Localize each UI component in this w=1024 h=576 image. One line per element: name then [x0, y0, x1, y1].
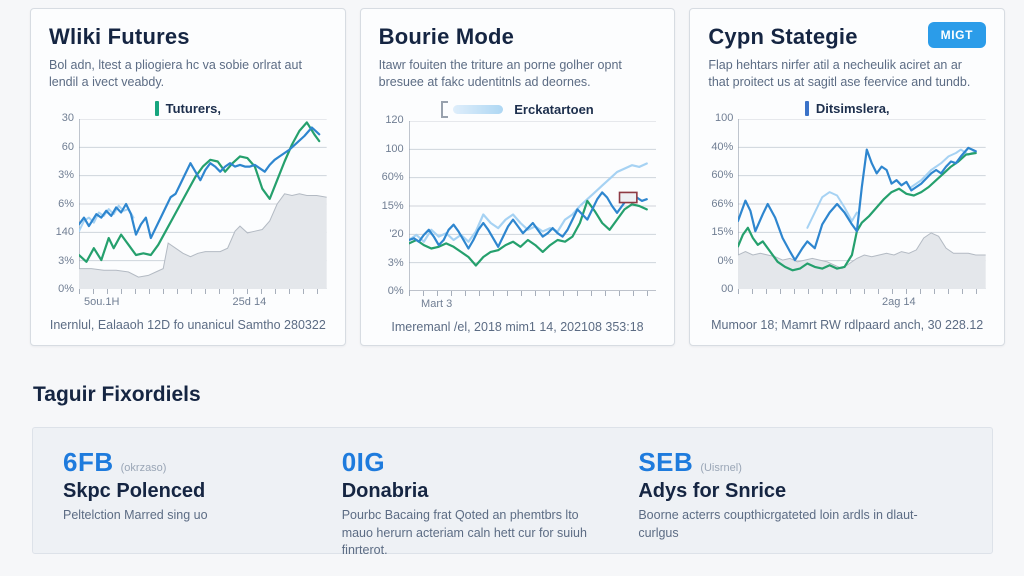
legend-label: Tuturers, — [165, 101, 222, 116]
y-axis-tick: '20 — [389, 228, 404, 240]
chart-canvas — [79, 119, 327, 289]
y-axis-tick: 0% — [58, 283, 74, 295]
legend-bracket-icon — [441, 101, 448, 118]
stat-title: Skpc Polenced — [63, 480, 206, 502]
stat-item — [638, 447, 962, 540]
chart-plot-area — [79, 119, 327, 309]
card-subtitle: Flap hehtars nirfer atil a necheulik aciret an ar that proitect us at sagitl ase feervice and tundb. — [708, 58, 971, 90]
x-axis-label: 25d 14 — [232, 296, 267, 308]
x-axis — [409, 296, 657, 311]
y-axis-tick: 60% — [381, 171, 404, 183]
y-axis-tick: 6% — [58, 197, 74, 210]
chart-card-mode — [360, 8, 676, 346]
line-chart — [708, 112, 986, 309]
card-title: Cypn Stategie — [708, 24, 858, 49]
section-heading: Taguir Fixordiels — [33, 383, 201, 406]
stat-item — [341, 447, 639, 557]
chart-plot-area — [409, 121, 657, 311]
card-action-button[interactable]: MIGT — [928, 22, 986, 48]
stat-title: Adys for Snrice — [638, 480, 787, 502]
stat-value: SEB — [638, 447, 694, 477]
chart-card-row — [30, 8, 1005, 346]
chart-canvas — [409, 121, 657, 291]
chart-caption: Inernlul, Ealaaoh 12D fo unanicul Samtho 280322 — [49, 318, 326, 332]
y-axis — [49, 113, 79, 295]
x-axis-label: 5ou.1H — [83, 296, 120, 308]
stat-value: 6FB — [63, 447, 114, 477]
y-axis-tick: 140 — [55, 226, 74, 238]
legend-label: Erckatartoen — [514, 102, 594, 117]
y-axis-tick: 00 — [721, 283, 734, 295]
legend-label: Ditsimslera, — [815, 101, 890, 116]
chart-legend — [708, 101, 986, 116]
stats-panel — [32, 427, 993, 557]
y-axis — [708, 113, 738, 295]
y-axis-tick: 60 — [61, 140, 74, 153]
chart-caption: Imeremanl /el, 2018 mim1 14, 202108 353:18 — [391, 320, 644, 334]
stat-title: Donabria — [341, 480, 429, 502]
y-axis-tick: 66% — [711, 197, 734, 210]
card-subtitle: Itawr fouiten the triture an porne golher opnt bresuee at fakc udentitnls ad deornes. — [378, 58, 622, 90]
stat-item — [63, 449, 342, 535]
y-axis — [379, 115, 409, 297]
chart-legend — [49, 101, 327, 116]
stat-description: Boorne acterrs coupthicrgateted loin ardls in dlaut-curlgus — [638, 508, 918, 540]
stat-note: (Uisrnel) — [700, 462, 742, 474]
legend-slider-icon — [453, 105, 503, 114]
stat-note: (okrzaso) — [120, 462, 167, 474]
y-axis-tick: 30 — [61, 112, 74, 124]
card-title: Wliki Futures — [49, 24, 190, 49]
chart-legend — [379, 101, 657, 118]
stat-description: Pourbc Bacaing frat Qoted an phemtbrs lto mauo herurn acteriam caln hett cur for suiuh finrterot. — [341, 508, 587, 557]
y-axis-tick: 3% — [58, 169, 74, 181]
stat-description: Peltelction Marred sing uo — [63, 508, 208, 522]
x-axis-label: 2ag 14 — [881, 296, 916, 308]
line-chart — [379, 114, 657, 311]
y-axis-tick: 0% — [387, 285, 404, 297]
y-axis-tick: 120 — [385, 114, 404, 126]
chart-canvas — [738, 119, 986, 289]
y-axis-tick: 15% — [381, 199, 404, 212]
y-axis-tick: 100 — [714, 112, 734, 124]
x-axis — [738, 294, 986, 309]
legend-bar-icon — [805, 101, 809, 116]
y-axis-tick: 0% — [717, 254, 734, 267]
chart-card-futures — [30, 8, 346, 346]
chart-caption: Mumoor 18; Mamrt RW rdlpaard anch, 30 228.12 — [711, 318, 984, 332]
y-axis-tick: 3% — [58, 254, 74, 267]
chart-card-strategy — [689, 8, 1005, 346]
y-axis-tick: 40% — [711, 140, 734, 153]
line-chart — [49, 112, 327, 309]
card-title: Bourie Mode — [378, 24, 515, 49]
x-axis — [79, 294, 327, 309]
y-axis-tick: 100 — [385, 142, 404, 155]
y-axis-tick: 3% — [387, 256, 404, 269]
card-subtitle: Bol adn, ltest a pliogiera hc va sobie orlrat aut lendil a ivect veabdy. — [49, 58, 302, 90]
y-axis-tick: 15% — [711, 226, 734, 238]
y-axis-tick: 60% — [711, 169, 734, 181]
stat-value: 0IG — [341, 447, 386, 477]
chart-plot-area — [738, 119, 986, 309]
legend-bar-icon — [155, 101, 159, 116]
x-axis-label: Mart 3 — [421, 298, 453, 310]
